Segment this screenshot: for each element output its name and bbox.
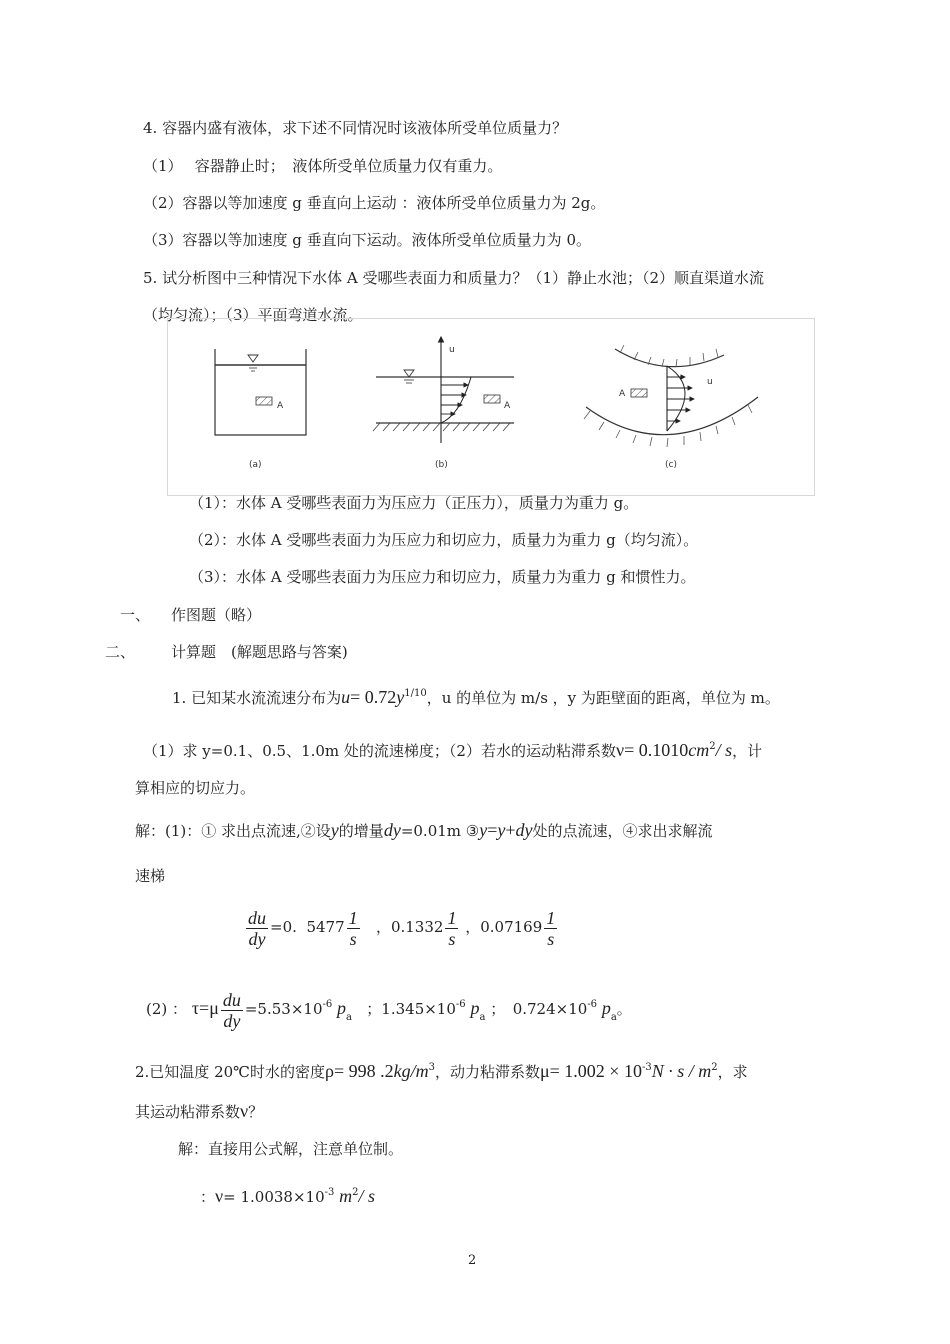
caption-a: (a) [249, 460, 262, 470]
tank-diagram-a [215, 349, 306, 435]
q4-answer-3: （3）容器以等加速度 g 垂直向下运动。液体所受单位质量力为 0。 [143, 231, 591, 249]
q5-answer-3: （3）：水体 A 受哪些表面力为压应力和切应力，质量力为重力 g 和惯性力。 [189, 568, 696, 586]
page-number: 2 [468, 1253, 477, 1268]
c2-question: 2.已知温度 20℃时水的密度ρ= 998 $.2kg/m^3$，动力粘滞系数$\mu= 1.002 \times 10^{-3}N \cdot s / m^2$，求 [135, 1061, 748, 1081]
c1-gradient-equation: $\frac{du}{dy}$ =0. 5477 $\frac{1}{s}$ ，0.1332 $\frac{1}{s}$ ，0.07169 $\frac{1}{s}$ [248, 907, 556, 949]
channel-diagram-b [373, 337, 514, 443]
c1-solution-cont: 速梯 [135, 867, 166, 885]
label-A-c: A [619, 389, 626, 399]
label-u-b: u [449, 345, 455, 355]
c1-intro: 1. 已知某水流流速分布为$u= 0.72y^{1/10}$，u 的单位为 m/s ，y 为距壁面的距离，单位为 m。 [172, 687, 780, 707]
label-A-a: A [277, 401, 284, 411]
c2-question-cont: 其运动粘滞系数ν？ [135, 1101, 264, 1121]
bend-diagram-c [584, 345, 758, 447]
q4-answer-1: （1） 容器静止时； 液体所受单位质量力仅有重力。 [143, 157, 503, 175]
c1-line2: （1）求 y=0.1、0.5、1.0m 处的流速梯度；（2）若水的运动粘滞系数$\nu= 0.1010cm^2/$ s，计 [143, 740, 763, 760]
force-figure-drawing [168, 319, 814, 495]
q5-answer-2: （2）：水体 A 受哪些表面力为压应力和切应力，质量力为重力 g（均匀流）。 [189, 531, 699, 549]
caption-b: (b) [435, 460, 448, 470]
force-figure [167, 318, 815, 496]
q4-answer-2: （2）容器以等加速度 g 垂直向上运动 ：液体所受单位质量力为 2g。 [143, 194, 606, 212]
caption-c: (c) [665, 460, 677, 470]
section-1-number: 一、 [120, 606, 151, 624]
c2-solution: 解：直接用公式解，注意单位制。 [178, 1140, 404, 1158]
c2-answer: ：$\nu= 1.0038\times 10^{-3}$ $m^2/$ s [200, 1186, 376, 1206]
c1-solution: 解：(1)：① 求出点流速,②设y的增量dy=0.01m ③y=y+dy处的点流速，④求出求解流 [135, 820, 713, 840]
c1-line3: 算相应的切应力。 [135, 779, 256, 797]
q5-title: 5. 试分析图中三种情况下水体 A 受哪些表面力和质量力？（1）静止水池；（2）顺直渠道水流 [143, 269, 765, 287]
q5-title-cont: （均匀流）；（3）平面弯道水流。 [143, 306, 363, 324]
c1-shear-equation: (2) ： τ=μ $\frac{du}{dy}$ $=5.53\times 10^{-6}$ $p_a$ ；$1.345\times 10^{-6}$ $p_a$ ； $0.724\times 10^{-6}$ $p_a$。 [146, 989, 632, 1031]
q4-title: 4. 容器内盛有液体，求下述不同情况时该液体所受单位质量力？ [143, 119, 568, 137]
q5-answer-1: （1）：水体 A 受哪些表面力为压应力（正压力），质量力为重力 g。 [189, 494, 639, 512]
label-u-c: u [707, 377, 713, 387]
section-2-title: 计算题 (解题思路与答案) [171, 643, 348, 661]
section-2-number: 二、 [105, 643, 136, 661]
section-1-title: 作图题（略） [171, 606, 262, 624]
label-A-b: A [504, 401, 511, 411]
